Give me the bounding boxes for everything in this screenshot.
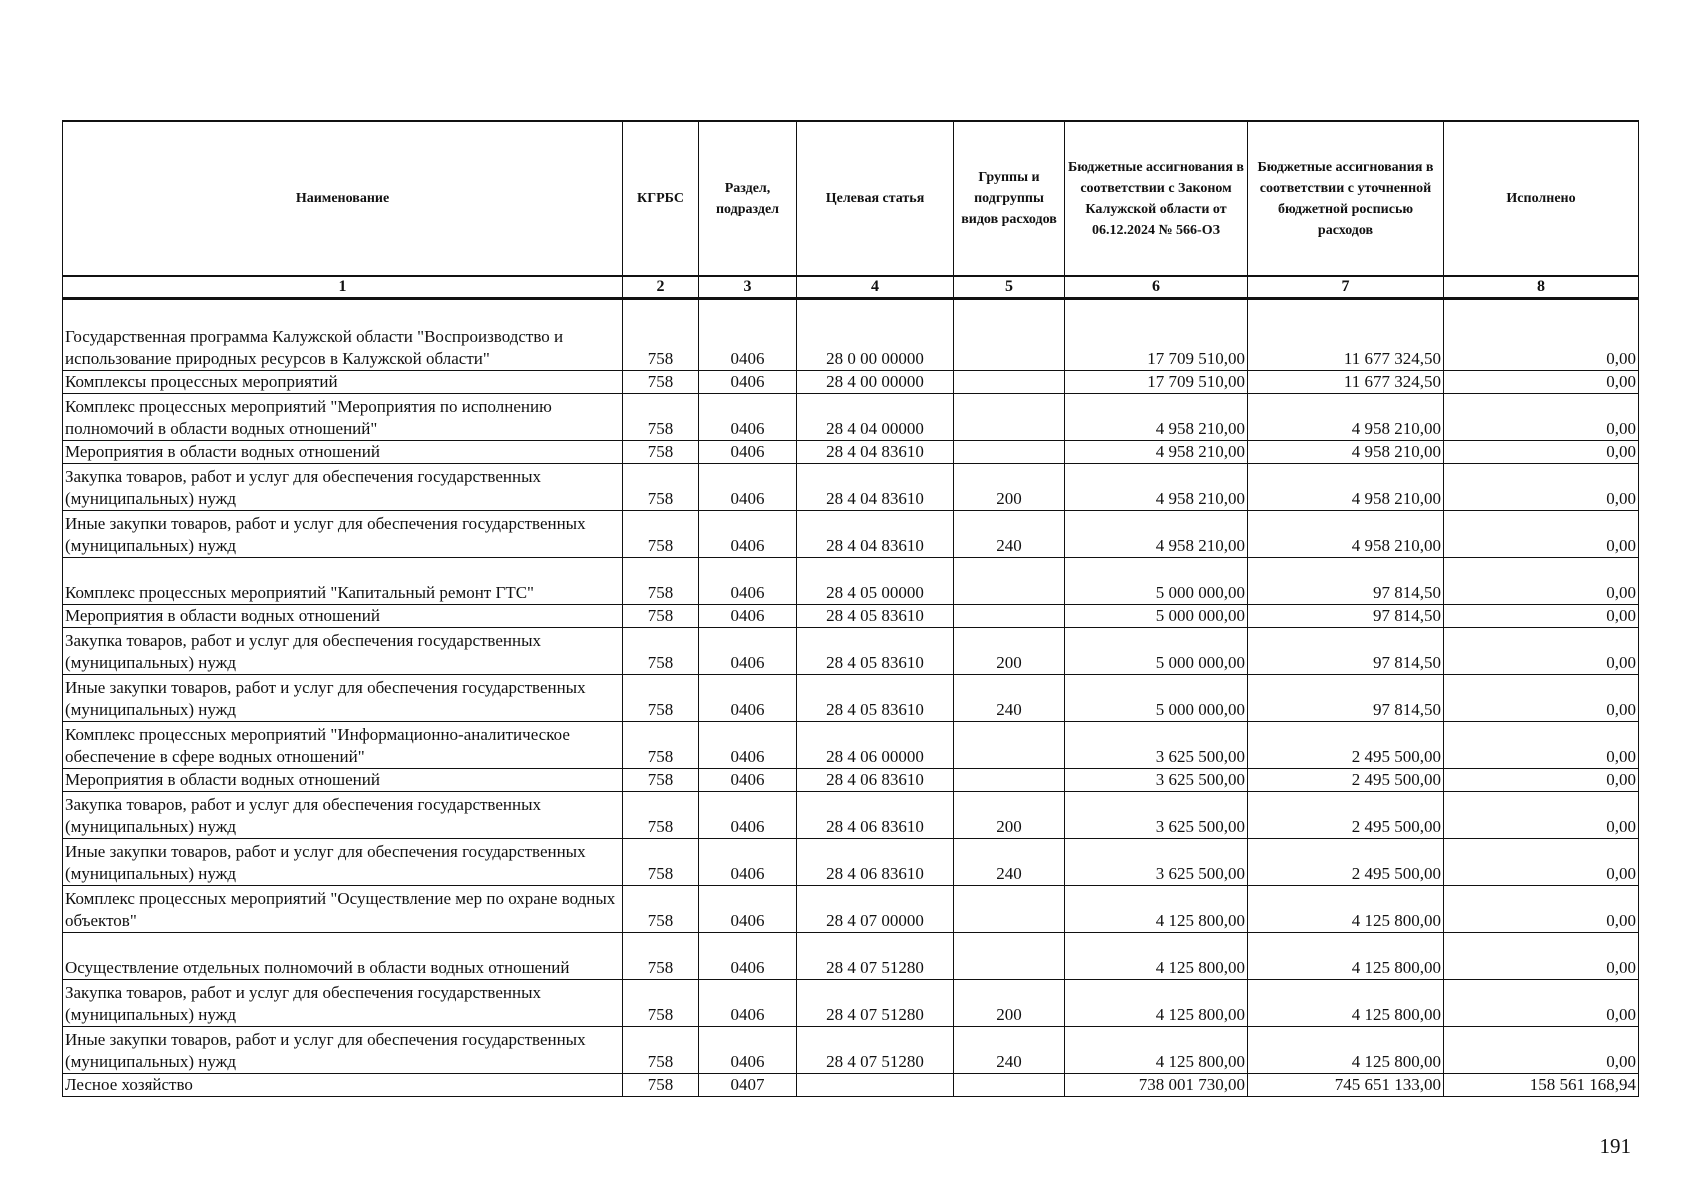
cell-zakon: 5 000 000,00 xyxy=(1065,675,1248,722)
cell-name: Иные закупки товаров, работ и услуг для обеспечения государственных (муниципальных) нужд xyxy=(63,839,623,886)
column-number-row xyxy=(63,276,1639,299)
table-row xyxy=(63,886,1639,933)
table-row xyxy=(63,558,1639,605)
cell-name: Иные закупки товаров, работ и услуг для обеспечения государственных (муниципальных) нужд xyxy=(63,511,623,558)
cell-zakon: 5 000 000,00 xyxy=(1065,558,1248,605)
cell-ispolneno: 0,00 xyxy=(1444,394,1639,441)
cell-ispolneno: 0,00 xyxy=(1444,722,1639,769)
cell-kgrbs: 758 xyxy=(623,675,699,722)
cell-celevaya: 28 4 06 00000 xyxy=(797,722,954,769)
cell-rospis: 11 677 324,50 xyxy=(1248,299,1444,371)
cell-rospis: 2 495 500,00 xyxy=(1248,839,1444,886)
column-number: 2 xyxy=(623,276,699,299)
cell-name: Иные закупки товаров, работ и услуг для обеспечения государственных (муниципальных) нужд xyxy=(63,1027,623,1074)
cell-rospis: 2 495 500,00 xyxy=(1248,722,1444,769)
cell-ispolneno: 0,00 xyxy=(1444,1027,1639,1074)
cell-celevaya: 28 4 07 00000 xyxy=(797,886,954,933)
cell-ispolneno: 0,00 xyxy=(1444,464,1639,511)
cell-razdel: 0406 xyxy=(699,886,797,933)
cell-razdel: 0406 xyxy=(699,511,797,558)
cell-rospis: 4 958 210,00 xyxy=(1248,394,1444,441)
cell-kgrbs: 758 xyxy=(623,1027,699,1074)
cell-celevaya: 28 4 05 83610 xyxy=(797,675,954,722)
cell-razdel: 0406 xyxy=(699,769,797,792)
cell-vid: 240 xyxy=(954,675,1065,722)
cell-vid: 200 xyxy=(954,792,1065,839)
cell-kgrbs: 758 xyxy=(623,933,699,980)
cell-ispolneno: 0,00 xyxy=(1444,441,1639,464)
header-name: Наименование xyxy=(63,121,623,276)
cell-kgrbs: 758 xyxy=(623,839,699,886)
table-row xyxy=(63,839,1639,886)
cell-kgrbs: 758 xyxy=(623,558,699,605)
cell-vid xyxy=(954,1074,1065,1097)
table-row xyxy=(63,394,1639,441)
cell-zakon: 5 000 000,00 xyxy=(1065,605,1248,628)
cell-ispolneno: 0,00 xyxy=(1444,933,1639,980)
cell-celevaya: 28 4 04 83610 xyxy=(797,511,954,558)
cell-vid xyxy=(954,769,1065,792)
table-row xyxy=(63,933,1639,980)
cell-kgrbs: 758 xyxy=(623,886,699,933)
cell-vid xyxy=(954,394,1065,441)
cell-ispolneno: 0,00 xyxy=(1444,628,1639,675)
cell-rospis: 4 958 210,00 xyxy=(1248,464,1444,511)
cell-rospis: 4 125 800,00 xyxy=(1248,1027,1444,1074)
cell-zakon: 3 625 500,00 xyxy=(1065,839,1248,886)
cell-vid: 240 xyxy=(954,1027,1065,1074)
cell-name: Иные закупки товаров, работ и услуг для обеспечения государственных (муниципальных) нужд xyxy=(63,675,623,722)
cell-kgrbs: 758 xyxy=(623,299,699,371)
cell-ispolneno: 158 561 168,94 xyxy=(1444,1074,1639,1097)
table-row xyxy=(63,1074,1639,1097)
cell-razdel: 0406 xyxy=(699,675,797,722)
cell-vid: 200 xyxy=(954,628,1065,675)
cell-ispolneno: 0,00 xyxy=(1444,511,1639,558)
cell-zakon: 4 958 210,00 xyxy=(1065,394,1248,441)
cell-rospis: 4 125 800,00 xyxy=(1248,886,1444,933)
cell-rospis: 4 958 210,00 xyxy=(1248,511,1444,558)
cell-rospis: 4 958 210,00 xyxy=(1248,441,1444,464)
cell-ispolneno: 0,00 xyxy=(1444,558,1639,605)
cell-razdel: 0407 xyxy=(699,1074,797,1097)
cell-ispolneno: 0,00 xyxy=(1444,605,1639,628)
cell-razdel: 0406 xyxy=(699,839,797,886)
cell-kgrbs: 758 xyxy=(623,394,699,441)
cell-zakon: 738 001 730,00 xyxy=(1065,1074,1248,1097)
cell-vid: 200 xyxy=(954,980,1065,1027)
header-row xyxy=(63,121,1639,276)
cell-name: Закупка товаров, работ и услуг для обеспечения государственных (муниципальных) нужд xyxy=(63,980,623,1027)
cell-rospis: 4 125 800,00 xyxy=(1248,980,1444,1027)
cell-celevaya: 28 4 00 00000 xyxy=(797,371,954,394)
cell-vid: 240 xyxy=(954,511,1065,558)
cell-rospis: 97 814,50 xyxy=(1248,558,1444,605)
cell-zakon: 4 125 800,00 xyxy=(1065,980,1248,1027)
cell-kgrbs: 758 xyxy=(623,980,699,1027)
cell-kgrbs: 758 xyxy=(623,769,699,792)
table-row xyxy=(63,605,1639,628)
table-row xyxy=(63,1027,1639,1074)
table-row xyxy=(63,675,1639,722)
cell-ispolneno: 0,00 xyxy=(1444,371,1639,394)
cell-razdel: 0406 xyxy=(699,371,797,394)
cell-kgrbs: 758 xyxy=(623,371,699,394)
cell-rospis: 97 814,50 xyxy=(1248,605,1444,628)
column-number: 1 xyxy=(63,276,623,299)
cell-zakon: 4 958 210,00 xyxy=(1065,511,1248,558)
cell-name: Комплексы процессных мероприятий xyxy=(63,371,623,394)
cell-ispolneno: 0,00 xyxy=(1444,769,1639,792)
cell-zakon: 4 958 210,00 xyxy=(1065,441,1248,464)
cell-vid: 240 xyxy=(954,839,1065,886)
cell-vid xyxy=(954,558,1065,605)
table-body xyxy=(63,299,1639,1097)
table-row xyxy=(63,464,1639,511)
cell-name: Закупка товаров, работ и услуг для обеспечения государственных (муниципальных) нужд xyxy=(63,464,623,511)
cell-vid xyxy=(954,722,1065,769)
cell-celevaya: 28 4 07 51280 xyxy=(797,933,954,980)
cell-zakon: 3 625 500,00 xyxy=(1065,722,1248,769)
cell-celevaya: 28 4 04 83610 xyxy=(797,464,954,511)
cell-name: Закупка товаров, работ и услуг для обеспечения государственных (муниципальных) нужд xyxy=(63,628,623,675)
cell-razdel: 0406 xyxy=(699,558,797,605)
cell-ispolneno: 0,00 xyxy=(1444,839,1639,886)
cell-name: Мероприятия в области водных отношений xyxy=(63,605,623,628)
cell-rospis: 97 814,50 xyxy=(1248,628,1444,675)
cell-rospis: 11 677 324,50 xyxy=(1248,371,1444,394)
header-razdel: Раздел, подраздел xyxy=(699,121,797,276)
cell-zakon: 4 125 800,00 xyxy=(1065,1027,1248,1074)
column-number: 5 xyxy=(954,276,1065,299)
header-vid: Группы и подгруппы видов расходов xyxy=(954,121,1065,276)
budget-table xyxy=(62,120,1639,1097)
cell-zakon: 4 125 800,00 xyxy=(1065,886,1248,933)
cell-vid xyxy=(954,299,1065,371)
cell-ispolneno: 0,00 xyxy=(1444,675,1639,722)
cell-vid xyxy=(954,933,1065,980)
cell-zakon: 5 000 000,00 xyxy=(1065,628,1248,675)
cell-rospis: 2 495 500,00 xyxy=(1248,769,1444,792)
table-row xyxy=(63,792,1639,839)
cell-vid xyxy=(954,605,1065,628)
cell-vid xyxy=(954,371,1065,394)
cell-zakon: 4 958 210,00 xyxy=(1065,464,1248,511)
column-number: 4 xyxy=(797,276,954,299)
cell-vid: 200 xyxy=(954,464,1065,511)
cell-celevaya: 28 4 05 83610 xyxy=(797,628,954,675)
table-row xyxy=(63,299,1639,371)
cell-razdel: 0406 xyxy=(699,605,797,628)
header-celevaya: Целевая статья xyxy=(797,121,954,276)
table-row xyxy=(63,722,1639,769)
cell-kgrbs: 758 xyxy=(623,722,699,769)
cell-zakon: 4 125 800,00 xyxy=(1065,933,1248,980)
cell-rospis: 745 651 133,00 xyxy=(1248,1074,1444,1097)
table-row xyxy=(63,441,1639,464)
cell-kgrbs: 758 xyxy=(623,605,699,628)
cell-rospis: 2 495 500,00 xyxy=(1248,792,1444,839)
cell-celevaya: 28 0 00 00000 xyxy=(797,299,954,371)
cell-celevaya: 28 4 06 83610 xyxy=(797,839,954,886)
cell-name: Государственная программа Калужской области "Воспроизводство и использование природных ресурсов в Калужской области" xyxy=(63,299,623,371)
cell-celevaya: 28 4 06 83610 xyxy=(797,792,954,839)
cell-razdel: 0406 xyxy=(699,299,797,371)
cell-razdel: 0406 xyxy=(699,722,797,769)
header-rospis: Бюджетные ассигнования в соответствии с уточненной бюджетной росписью расходов xyxy=(1248,121,1444,276)
cell-kgrbs: 758 xyxy=(623,792,699,839)
table-row xyxy=(63,769,1639,792)
cell-razdel: 0406 xyxy=(699,628,797,675)
header-kgrbs: КГРБС xyxy=(623,121,699,276)
cell-zakon: 3 625 500,00 xyxy=(1065,769,1248,792)
cell-razdel: 0406 xyxy=(699,441,797,464)
cell-celevaya: 28 4 04 83610 xyxy=(797,441,954,464)
table-row xyxy=(63,980,1639,1027)
cell-name: Осуществление отдельных полномочий в области водных отношений xyxy=(63,933,623,980)
cell-celevaya: 28 4 05 00000 xyxy=(797,558,954,605)
cell-razdel: 0406 xyxy=(699,933,797,980)
cell-vid xyxy=(954,441,1065,464)
column-number: 6 xyxy=(1065,276,1248,299)
table-row xyxy=(63,371,1639,394)
cell-kgrbs: 758 xyxy=(623,511,699,558)
cell-ispolneno: 0,00 xyxy=(1444,792,1639,839)
cell-celevaya xyxy=(797,1074,954,1097)
cell-name: Мероприятия в области водных отношений xyxy=(63,769,623,792)
cell-celevaya: 28 4 05 83610 xyxy=(797,605,954,628)
cell-zakon: 17 709 510,00 xyxy=(1065,299,1248,371)
page-number: 191 xyxy=(1599,1134,1631,1158)
cell-razdel: 0406 xyxy=(699,980,797,1027)
column-number: 8 xyxy=(1444,276,1639,299)
cell-ispolneno: 0,00 xyxy=(1444,980,1639,1027)
cell-kgrbs: 758 xyxy=(623,1074,699,1097)
cell-celevaya: 28 4 04 00000 xyxy=(797,394,954,441)
header-zakon: Бюджетные ассигнования в соответствии с Законом Калужской области от 06.12.2024 № 566-ОЗ xyxy=(1065,121,1248,276)
cell-kgrbs: 758 xyxy=(623,441,699,464)
cell-name: Мероприятия в области водных отношений xyxy=(63,441,623,464)
cell-zakon: 3 625 500,00 xyxy=(1065,792,1248,839)
cell-celevaya: 28 4 07 51280 xyxy=(797,1027,954,1074)
cell-razdel: 0406 xyxy=(699,394,797,441)
table-row xyxy=(63,628,1639,675)
cell-razdel: 0406 xyxy=(699,1027,797,1074)
cell-celevaya: 28 4 06 83610 xyxy=(797,769,954,792)
cell-ispolneno: 0,00 xyxy=(1444,299,1639,371)
column-number: 7 xyxy=(1248,276,1444,299)
cell-zakon: 17 709 510,00 xyxy=(1065,371,1248,394)
cell-razdel: 0406 xyxy=(699,464,797,511)
cell-name: Комплекс процессных мероприятий "Мероприятия по исполнению полномочий в области водных отношений" xyxy=(63,394,623,441)
cell-name: Закупка товаров, работ и услуг для обеспечения государственных (муниципальных) нужд xyxy=(63,792,623,839)
table-row xyxy=(63,511,1639,558)
cell-kgrbs: 758 xyxy=(623,628,699,675)
cell-celevaya: 28 4 07 51280 xyxy=(797,980,954,1027)
cell-name: Комплекс процессных мероприятий "Информационно-аналитическое обеспечение в сфере водных отношений" xyxy=(63,722,623,769)
cell-name: Комплекс процессных мероприятий "Капитальный ремонт ГТС" xyxy=(63,558,623,605)
cell-razdel: 0406 xyxy=(699,792,797,839)
cell-name: Лесное хозяйство xyxy=(63,1074,623,1097)
cell-rospis: 4 125 800,00 xyxy=(1248,933,1444,980)
cell-ispolneno: 0,00 xyxy=(1444,886,1639,933)
cell-rospis: 97 814,50 xyxy=(1248,675,1444,722)
cell-kgrbs: 758 xyxy=(623,464,699,511)
cell-name: Комплекс процессных мероприятий "Осуществление мер по охране водных объектов" xyxy=(63,886,623,933)
column-number: 3 xyxy=(699,276,797,299)
cell-vid xyxy=(954,886,1065,933)
header-ispolneno: Исполнено xyxy=(1444,121,1639,276)
